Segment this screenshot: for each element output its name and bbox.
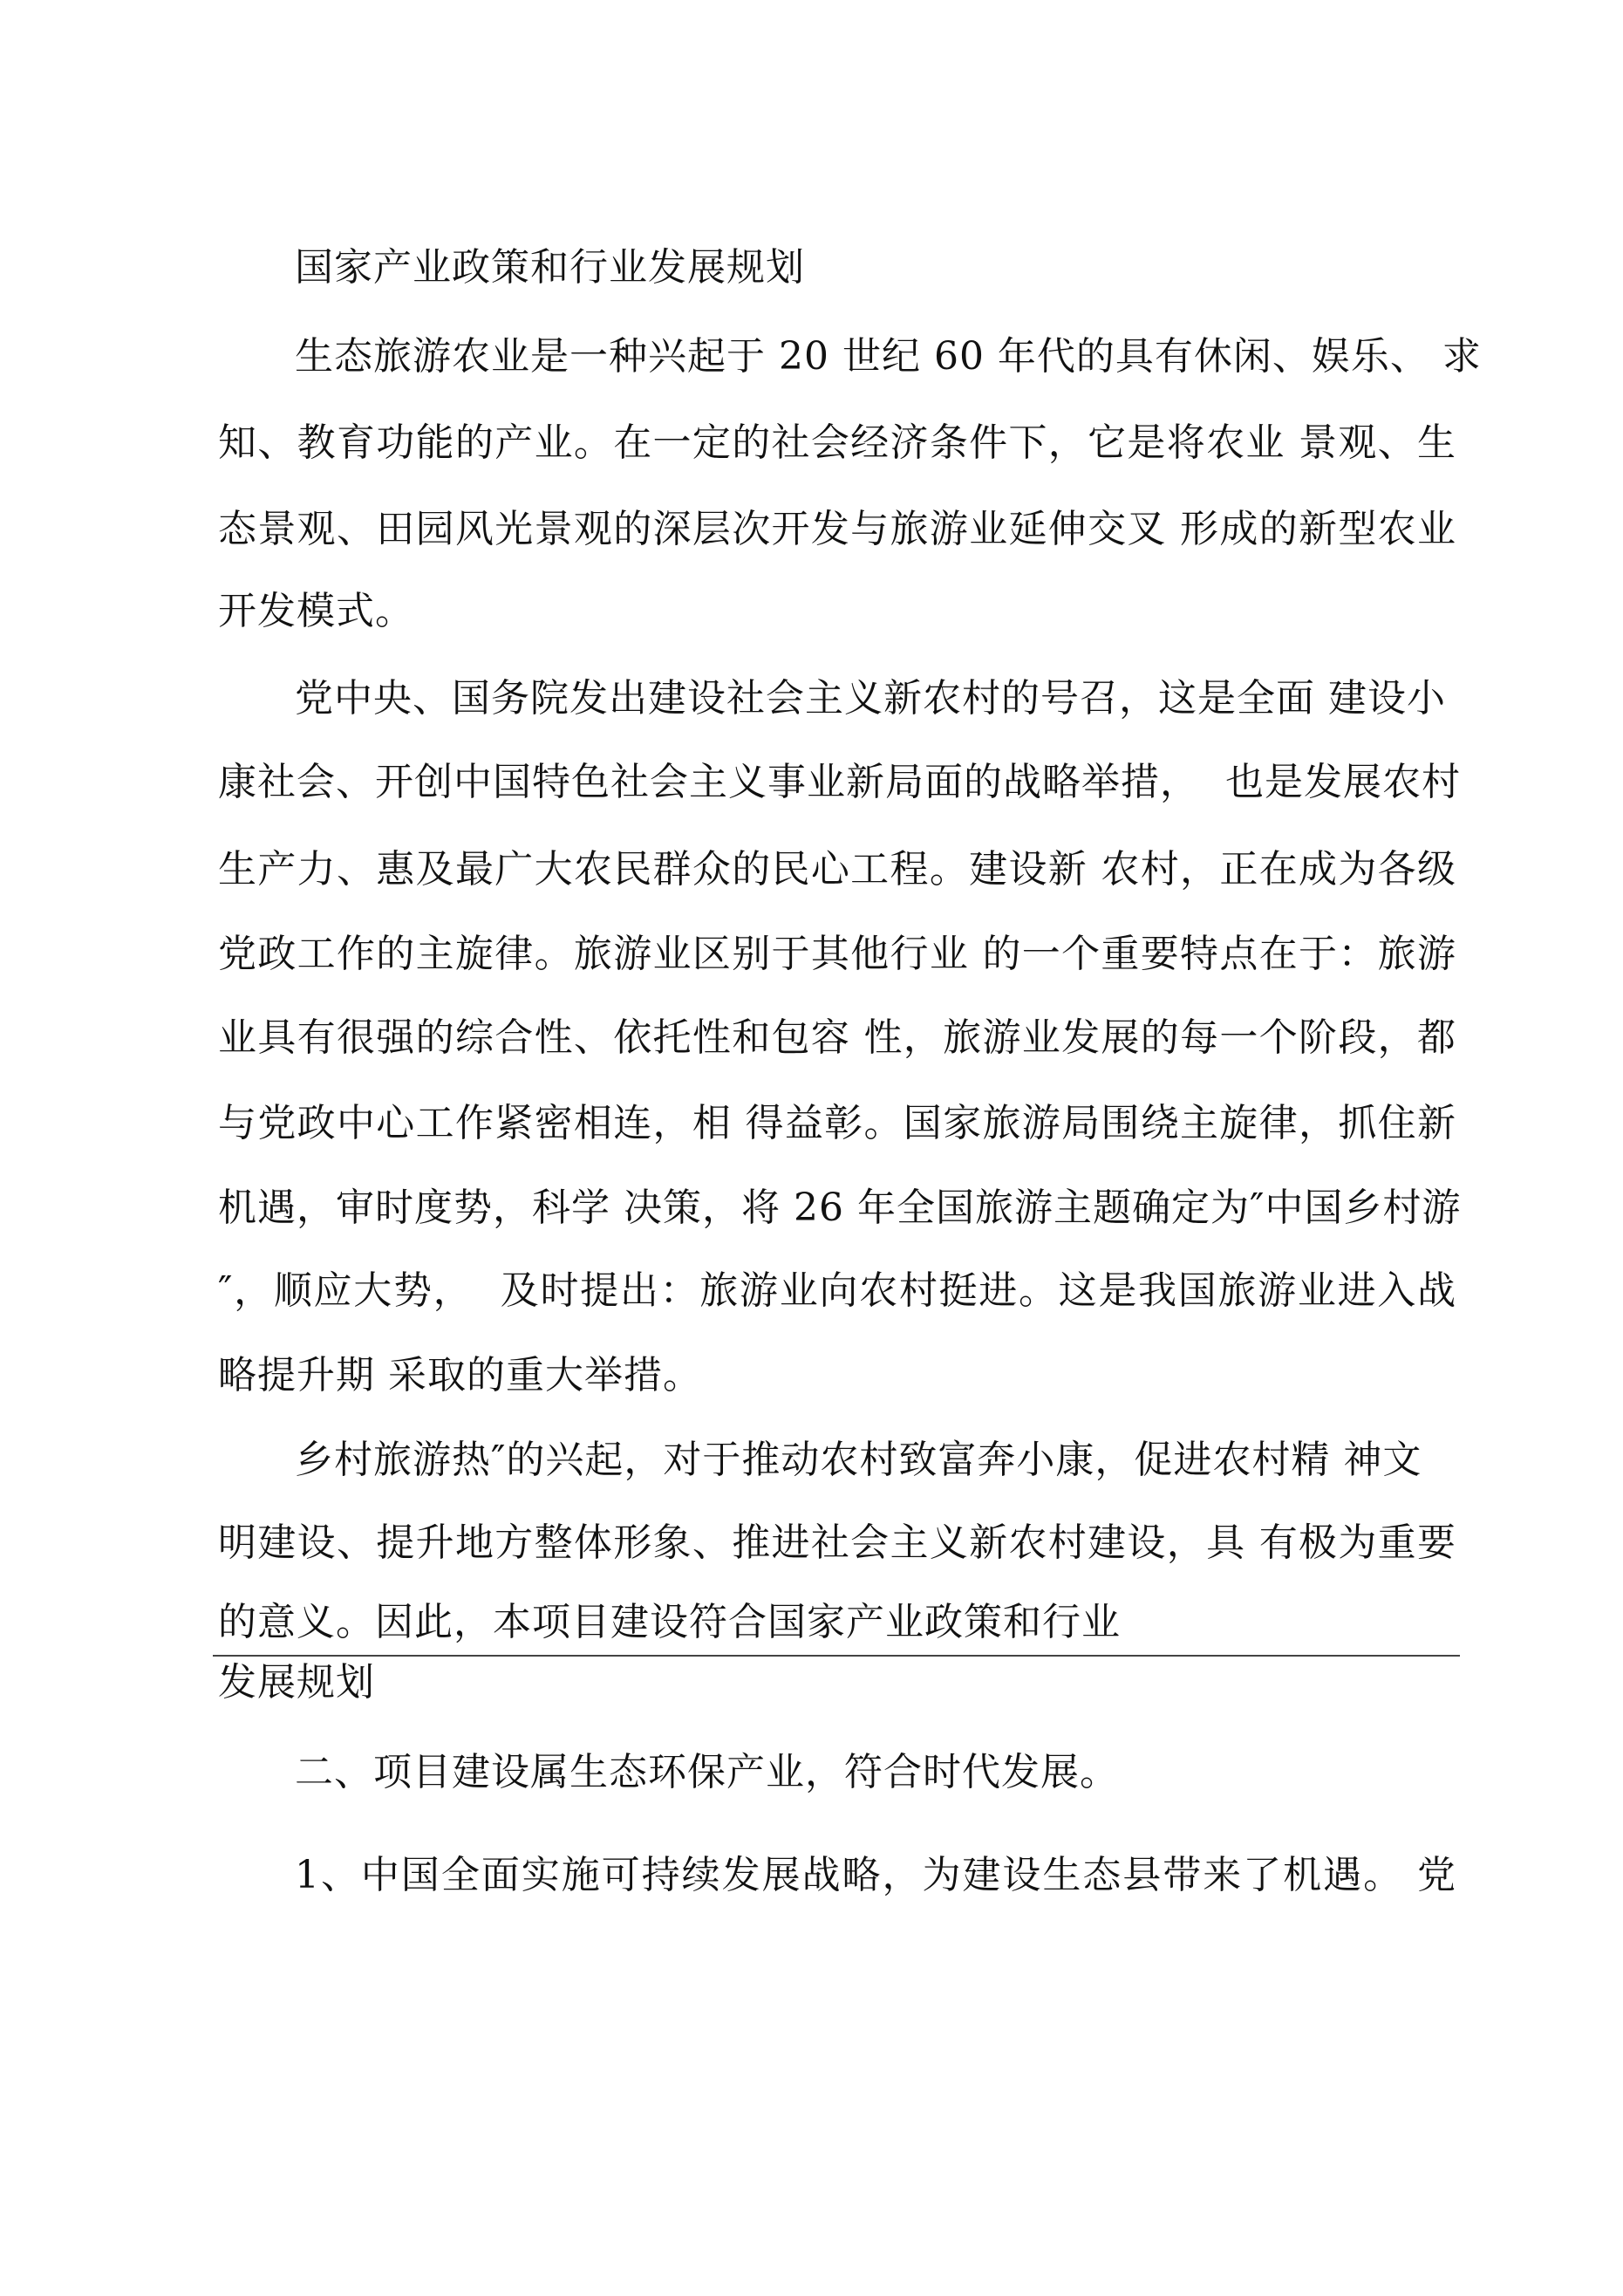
paragraph-line: 态景观、田园风光景观的深层次开发与旅游业延伸交叉 形成的新型农业: [218, 507, 1456, 551]
paragraph-line: 的意义。因此，本项目建设符合国家产业政策和行业: [218, 1600, 1121, 1644]
paragraph-line: 乡村旅游热″的兴起，对于推动农村致富奔小康，促进农村精 神文: [295, 1438, 1422, 1482]
paragraph-line: 与党政中心工作紧密相连，相 得益彰。国家旅游局围绕主旋律，抓住新: [218, 1101, 1456, 1145]
paragraph-line: 生产力、惠及最广大农民群众的民心工程。建设新 农村，正在成为各级: [218, 847, 1456, 892]
section-title: 二、项目建设属生态环保产业，符合时代发展。: [295, 1750, 1119, 1794]
paragraph-line: 业具有很强的综合性、依托性和包容 性，旅游业发展的每一个阶段，都: [218, 1015, 1456, 1060]
section-heading: 国家产业政策和行业发展规划: [295, 245, 805, 290]
paragraph-line: 生态旅游农业是一种兴起于 20 世纪 60 年代的具有休闲、娱乐、 求: [295, 334, 1482, 379]
paragraph-line: 略提升期 采取的重大举措。: [218, 1353, 702, 1397]
paragraph-line: 党中央、国务院发出建设社会主义新农村的号召，这是全面 建设小: [295, 676, 1446, 721]
horizontal-divider: [213, 1655, 1460, 1657]
paragraph-line: 康社会、开创中国特色社会主义事业新局面的战略举措， 也是发展农村: [218, 760, 1461, 804]
paragraph-line: 党政工作的主旋律。旅游业区别于其他行业 的一个重要特点在于：旅游: [218, 932, 1456, 976]
paragraph-line: ″，顺应大势， 及时提出：旅游业向农村挺进。这是我国旅游业进入战: [218, 1268, 1456, 1313]
paragraph-line: 开发模式。: [218, 589, 414, 633]
paragraph-line: 发展规划: [218, 1660, 375, 1705]
paragraph-line: 明建设、提升地方整体形象、推进社会主义新农村建设，具 有极为重要: [218, 1520, 1456, 1565]
paragraph-line: 知、教育功能的产业。在一定的社会经济条件下，它是将农业 景观、生: [218, 420, 1456, 465]
paragraph-line: 机遇，审时度势，科学 决策，将 26 年全国旅游主题确定为″中国乡村游: [218, 1186, 1462, 1230]
paragraph-line: 1、中国全面实施可持续发展战略，为建设生态县带来了机遇。 党: [295, 1853, 1456, 1897]
